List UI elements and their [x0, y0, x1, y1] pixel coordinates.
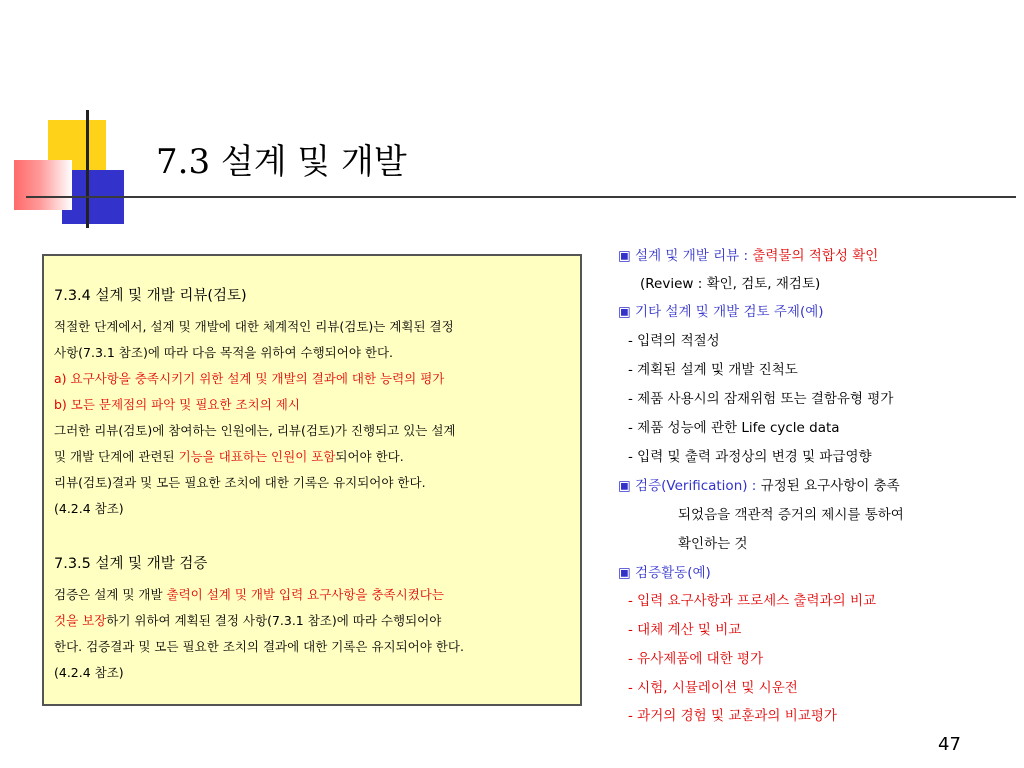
text-line: [54, 612, 441, 630]
list-item: - 입력 및 출력 과정상의 변경 및 파급영향: [628, 449, 872, 465]
text-line: 확인하는 것: [678, 536, 748, 552]
page-number: 47: [938, 734, 961, 755]
list-item: - 제품 성능에 관한 Life cycle data: [628, 420, 840, 436]
text-segment-highlight: 출력이 설계 및 개발 입력 요구사항을 충족시켰다는: [166, 587, 444, 602]
text-line: [54, 586, 444, 604]
text-line: 사항(7.3.1 참조)에 따라 다음 목적을 위하여 수행되어야 한다.: [54, 345, 393, 360]
text-segment: 되어야 한다.: [335, 449, 404, 464]
text-line: 리뷰(검토)결과 및 모든 필요한 조치에 대한 기록은 유지되어야 한다.: [54, 475, 426, 490]
text-line: 되었음을 객관적 증거의 제시를 통하여: [678, 507, 904, 523]
title-underline: [26, 196, 1016, 198]
slide-title: 7.3 설계 및 개발: [156, 142, 407, 182]
text-line: 한다. 검증결과 및 모든 필요한 조치의 결과에 대한 기록은 유지되어야 한다.: [54, 639, 464, 654]
text-segment: 하기 위하여 계획된 결정 사항(7.3.1 참조)에 따라 수행되어야: [106, 613, 442, 628]
text-line-highlight: a) 요구사항을 충족시키기 위한 설계 및 개발의 결과에 대한 능력의 평가: [54, 371, 445, 386]
list-item: - 입력의 적절성: [628, 333, 720, 349]
text-segment: ▣ 검증(Verification) :: [618, 478, 761, 494]
text-line: 적절한 단계에서, 설계 및 개발에 대한 체계적인 리뷰(검토)는 계획된 결정: [54, 319, 454, 334]
bullet-other-topics: ▣ 기타 설계 및 개발 검토 주제(예): [618, 304, 824, 320]
section-heading-review: 7.3.4 설계 및 개발 리뷰(검토): [54, 288, 247, 304]
text-segment: 및 개발 단계에 관련된: [54, 449, 179, 464]
text-segment: ▣ 설계 및 개발 리뷰 :: [618, 248, 753, 264]
section-heading-verification: 7.3.5 설계 및 개발 검증: [54, 556, 208, 572]
text-segment: 규정된 요구사항이 충족: [760, 478, 900, 494]
text-line: 그러한 리뷰(검토)에 참여하는 인원에는, 리뷰(검토)가 진행되고 있는 설계: [54, 423, 456, 438]
text-segment-highlight: 것을 보장: [54, 613, 107, 628]
text-line-highlight: b) 모든 문제점의 파악 및 필요한 조치의 제시: [54, 397, 300, 412]
list-item-highlight: - 시험, 시뮬레이션 및 시운전: [628, 680, 798, 696]
bullet-review: [618, 247, 878, 265]
text-segment-highlight: 기능을 대표하는 인원이 포함: [178, 449, 336, 464]
list-item-highlight: - 대체 계산 및 비교: [628, 622, 742, 638]
list-item: - 제품 사용시의 잠재위험 또는 결함유형 평가: [628, 391, 894, 407]
text-line: (4.2.4 참조): [54, 665, 124, 680]
text-line: (4.2.4 참조): [54, 501, 124, 516]
list-item-highlight: - 과거의 경험 및 교훈과의 비교평가: [628, 708, 837, 724]
list-item-highlight: - 유사제품에 대한 평가: [628, 651, 764, 667]
bullet-verification: [618, 477, 900, 495]
list-item-highlight: - 입력 요구사항과 프로세스 출력과의 비교: [628, 593, 877, 609]
deco-vertical-line: [86, 110, 89, 228]
bullet-verification-activities: ▣ 검증활동(예): [618, 565, 711, 581]
list-item: - 계획된 설계 및 개발 진척도: [628, 362, 798, 378]
text-segment-highlight: 출력물의 적합성 확인: [752, 248, 879, 264]
text-line: [54, 448, 404, 466]
text-line: (Review : 확인, 검토, 재검토): [640, 276, 821, 292]
left-text-box: [42, 254, 582, 706]
text-segment: 검증은 설계 및 개발: [54, 587, 167, 602]
deco-red-gradient-square: [14, 160, 72, 210]
